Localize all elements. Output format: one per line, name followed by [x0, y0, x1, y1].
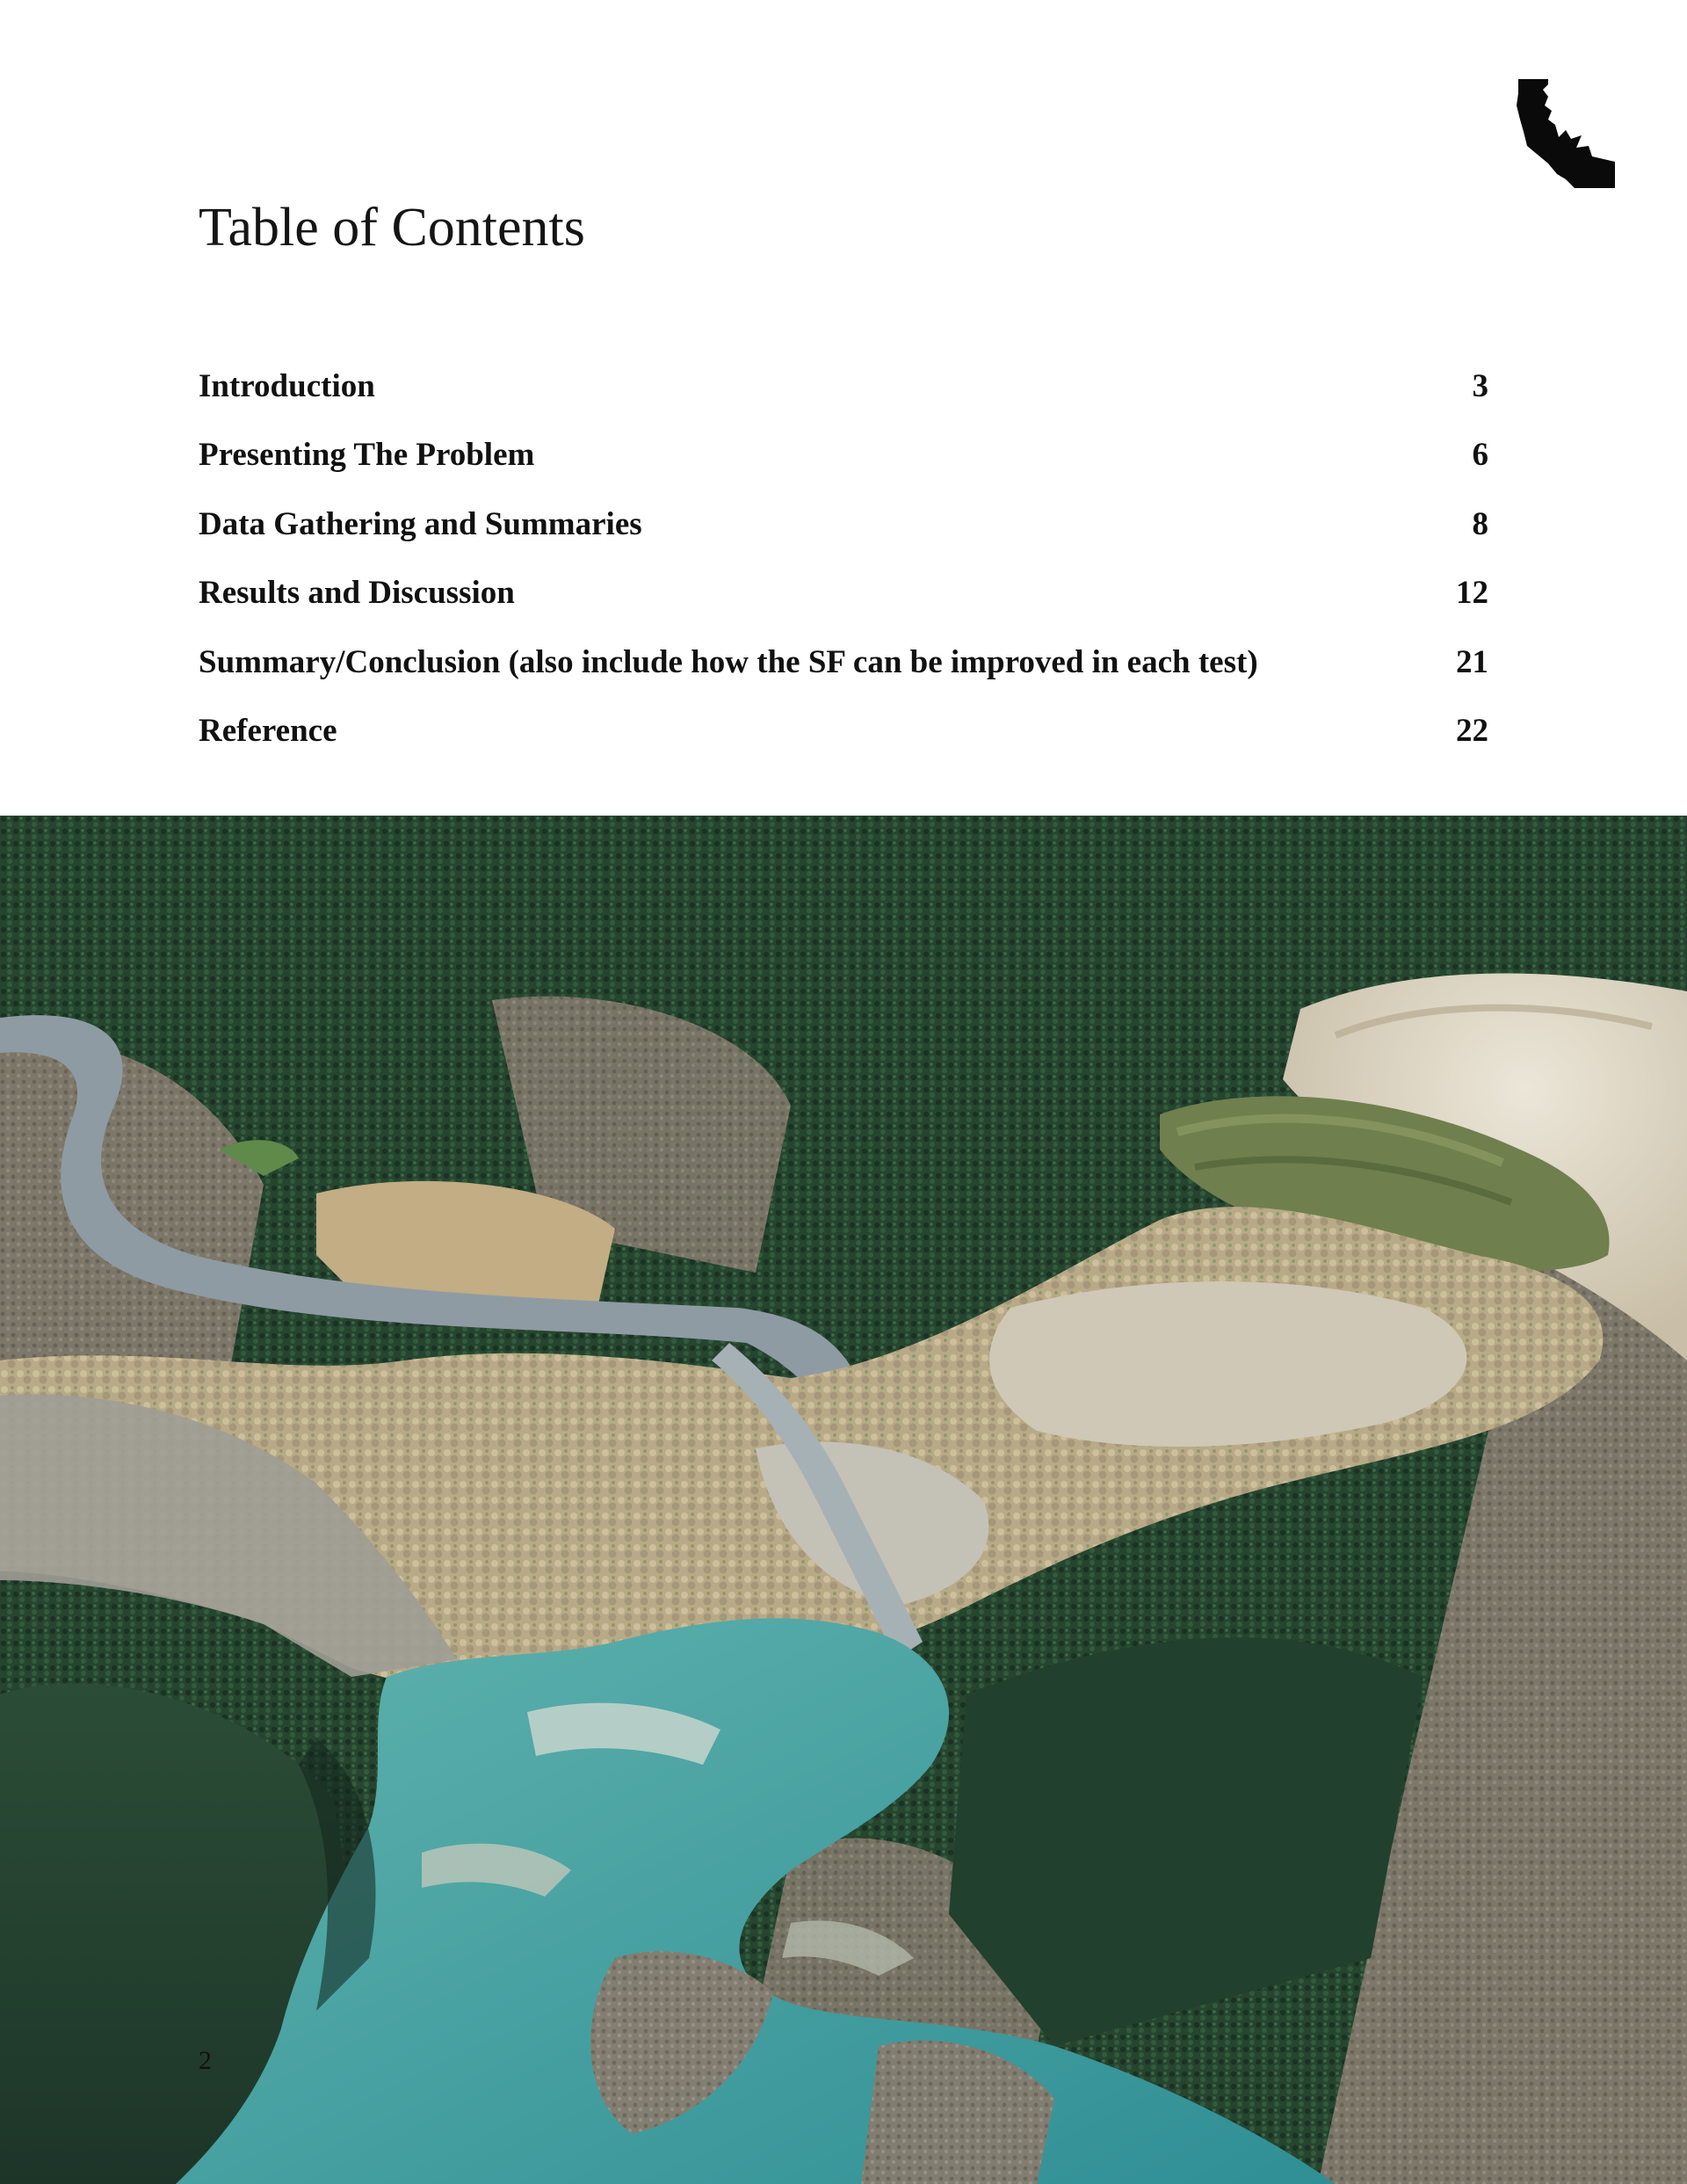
toc-entry-page-number: 6 [1472, 437, 1488, 474]
toc-entry-data-gathering[interactable] [199, 505, 1488, 574]
page-title: Table of Contents [199, 198, 585, 258]
page-number: 2 [199, 2046, 212, 2075]
toc-entry-results-and-discussion[interactable] [199, 574, 1488, 642]
toc-entry-page-number: 3 [1472, 368, 1488, 404]
toc-entry-page-number: 22 [1456, 712, 1488, 749]
toc-entry-label: Data Gathering and Summaries [199, 505, 642, 542]
toc-entry-page-number: 12 [1456, 575, 1488, 612]
landslide-aerial-photo [0, 816, 1687, 2184]
toc-entry-page-number: 8 [1472, 505, 1488, 542]
toc-entry-introduction[interactable] [199, 367, 1488, 436]
toc-entry-reference[interactable] [199, 712, 1488, 780]
toc-entry-label: Introduction [199, 368, 375, 404]
toc-entry-label: Reference [199, 712, 337, 749]
toc-entry-summary-conclusion[interactable] [199, 643, 1488, 712]
toc-entry-presenting-the-problem[interactable] [199, 436, 1488, 504]
toc-entry-label: Summary/Conclusion (also include how the SF can be improved in each test) [199, 643, 1258, 680]
table-of-contents [199, 367, 1488, 780]
toc-entry-label: Results and Discussion [199, 575, 515, 612]
toc-entry-label: Presenting The Problem [199, 437, 535, 474]
california-state-icon [1513, 76, 1620, 195]
toc-entry-page-number: 21 [1456, 643, 1488, 680]
